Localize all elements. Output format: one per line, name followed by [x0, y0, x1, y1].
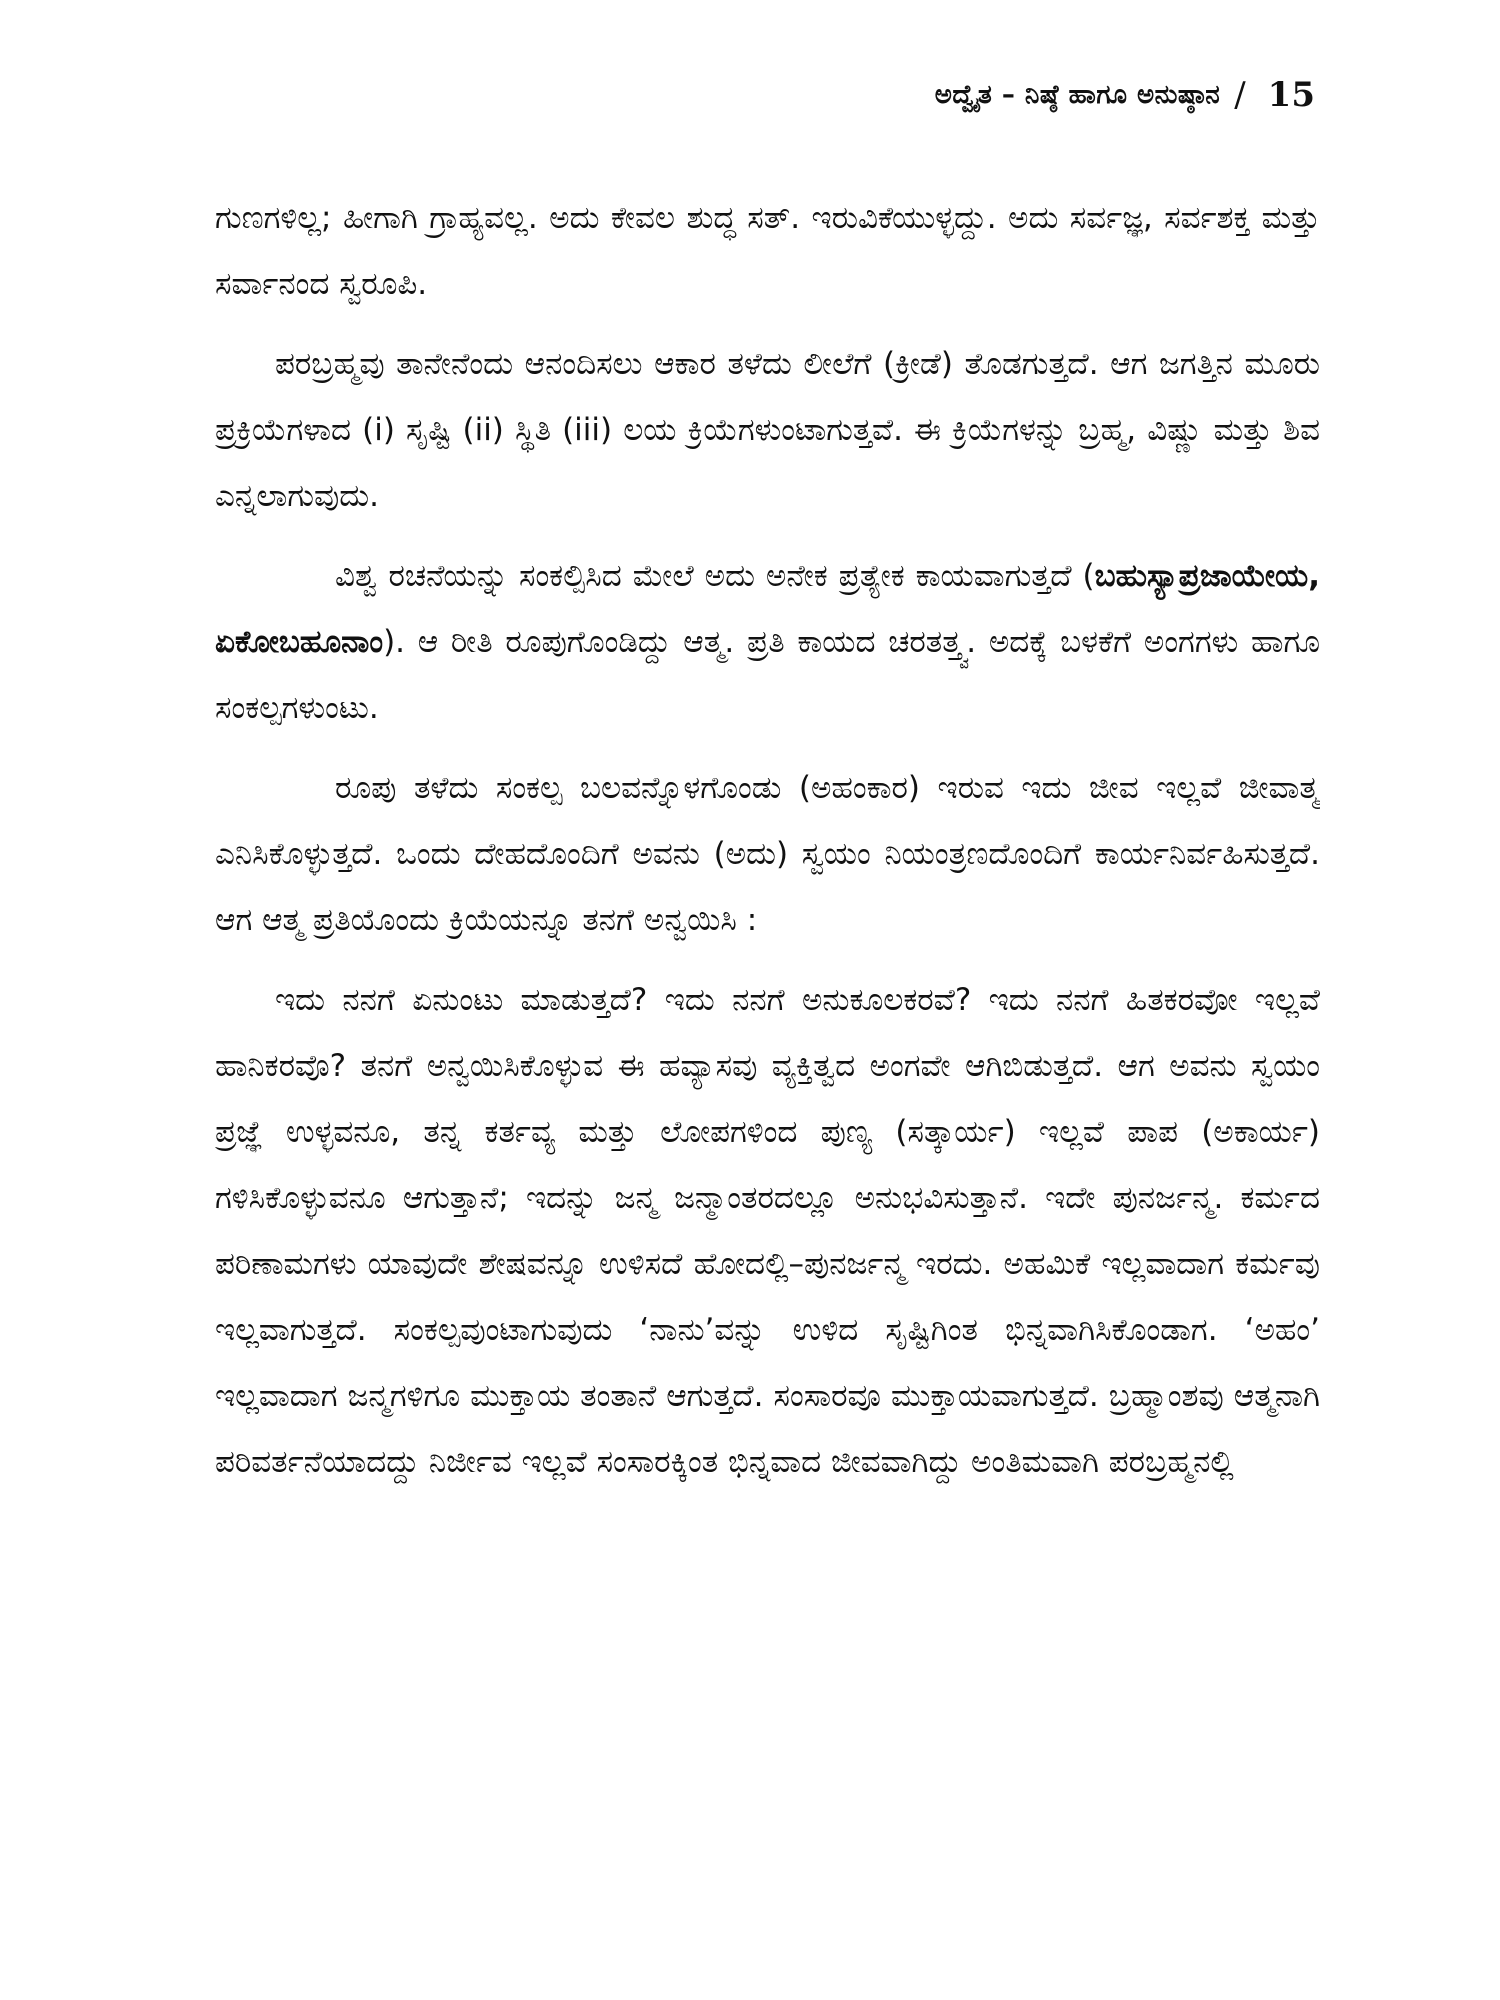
- body-text: [215, 185, 1320, 1905]
- paragraph-5: ಇದು ನನಗೆ ಏನುಂಟು ಮಾಡುತ್ತದೆ? ಇದು ನನಗೆ ಅನುಕೂಲಕರವೆ? ಇದು ನನಗೆ ಹಿತಕರವೋ ಇಲ್ಲವೆ ಹಾನಿಕರವೊ? ತನಗೆ ಅನ್ವಯಿಸಿಕೊಳ್ಳುವ ಈ ಹವ್ಯಾಸವು ವ್ಯಕ್ತಿತ್ವದ ಅಂಗವೇ ಆಗಿಬಿಡುತ್ತದೆ. ಆಗ ಅವನು ಸ್ವಯಂ ಪ್ರಜ್ಞೆ ಉಳ್ಳವನೂ, ತನ್ನ ಕರ್ತವ್ಯ ಮತ್ತು ಲೋಪಗಳಿಂದ ಪುಣ್ಯ (ಸತ್ಕಾರ್ಯ) ಇಲ್ಲವೆ ಪಾಪ (ಅಕಾರ್ಯ) ಗಳಿಸಿಕೊಳ್ಳುವನೂ ಆಗುತ್ತಾನೆ; ಇದನ್ನು ಜನ್ಮ ಜನ್ಮಾಂತರದಲ್ಲೂ ಅನುಭವಿಸುತ್ತಾನೆ. ಇದೇ ಪುನರ್ಜನ್ಮ. ಕರ್ಮದ ಪರಿಣಾಮಗಳು ಯಾವುದೇ ಶೇಷವನ್ನೂ ಉಳಿಸದೆ ಹೋದಲ್ಲಿ–ಪುನರ್ಜನ್ಮ ಇರದು. ಅಹಮಿಕೆ ಇಲ್ಲವಾದಾಗ ಕರ್ಮವು ಇಲ್ಲವಾಗುತ್ತದೆ. ಸಂಕಲ್ಪವುಂಟಾಗುವುದು ‘ನಾನು’ವನ್ನು ಉಳಿದ ಸೃಷ್ಟಿಗಿಂತ ಭಿನ್ನವಾಗಿಸಿಕೊಂಡಾಗ. ‘ಅಹಂ’ ಇಲ್ಲವಾದಾಗ ಜನ್ಮಗಳಿಗೂ ಮುಕ್ತಾಯ ತಂತಾನೆ ಆಗುತ್ತದೆ. ಸಂಸಾರವೂ ಮುಕ್ತಾಯವಾಗುತ್ತದೆ. ಬ್ರಹ್ಮಾಂಶವು ಆತ್ಮನಾಗಿ ಪರಿವರ್ತನೆಯಾದದ್ದು ನಿರ್ಜೀವ ಇಲ್ಲವೆ ಸಂಸಾರಕ್ಕಿಂತ ಭಿನ್ನವಾದ ಜೀವವಾಗಿದ್ದು ಅಂತಿಮವಾಗಿ ಪರಬ್ರಹ್ಮನಲ್ಲಿ: [215, 982, 1320, 1480]
- paragraph-3: [215, 543, 1320, 741]
- paragraph-1: ಗುಣಗಳಿಲ್ಲ; ಹೀಗಾಗಿ ಗ್ರಾಹ್ಯವಲ್ಲ. ಅದು ಕೇವಲ ಶುದ್ಧ ಸತ್. ಇರುವಿಕೆಯುಳ್ಳದ್ದು. ಅದು ಸರ್ವಜ್ಞ, ಸರ್ವಶಕ್ತ ಮತ್ತು ಸರ್ವಾನಂದ ಸ್ವರೂಪಿ.: [215, 200, 1320, 302]
- running-title: ಅದ್ವೈತ – ನಿಷ್ಠೆ ಹಾಗೂ ಅನುಷ್ಠಾನ: [934, 79, 1221, 110]
- page-number: 15: [1267, 75, 1315, 115]
- sanskrit-quote: ಬಹುಸ್ಯಾಪ್ರಜಾಯೇಯ, ಏಕೋಬಹೂನಾಂ: [215, 558, 1320, 660]
- page-header: [760, 60, 1315, 130]
- header-separator: /: [1234, 75, 1246, 115]
- paragraph-2: ಪರಬ್ರಹ್ಮವು ತಾನೇನೆಂದು ಆನಂದಿಸಲು ಆಕಾರ ತಳೆದು ಲೀಲೆಗೆ (ಕ್ರೀಡೆ) ತೊಡಗುತ್ತದೆ. ಆಗ ಜಗತ್ತಿನ ಮೂರು ಪ್ರಕ್ರಿಯೆಗಳಾದ (i) ಸೃಷ್ಟಿ (ii) ಸ್ಥಿತಿ (iii) ಲಯ ಕ್ರಿಯೆಗಳುಂಟಾಗುತ್ತವೆ. ಈ ಕ್ರಿಯೆಗಳನ್ನು ಬ್ರಹ್ಮ, ವಿಷ್ಣು ಮತ್ತು ಶಿವ ಎನ್ನಲಾಗುವುದು.: [215, 346, 1320, 514]
- paragraph-3-after: ). ಆ ರೀತಿ ರೂಪುಗೊಂಡಿದ್ದು ಆತ್ಮ. ಪ್ರತಿ ಕಾಯದ ಚರತತ್ತ್ವ. ಅದಕ್ಕೆ ಬಳಕೆಗೆ ಅಂಗಗಳು ಹಾಗೂ ಸಂಕಲ್ಪಗಳುಂಟು.: [215, 624, 1320, 726]
- paragraph-4: ರೂಪು ತಳೆದು ಸಂಕಲ್ಪ ಬಲವನ್ನೊಳಗೊಂಡು (ಅಹಂಕಾರ) ಇರುವ ಇದು ಜೀವ ಇಲ್ಲವೆ ಜೀವಾತ್ಮ ಎನಿಸಿಕೊಳ್ಳುತ್ತದೆ. ಒಂದು ದೇಹದೊಂದಿಗೆ ಅವನು (ಅದು) ಸ್ವಯಂ ನಿಯಂತ್ರಣದೊಂದಿಗೆ ಕಾರ್ಯನಿರ್ವಹಿಸುತ್ತದೆ. ಆಗ ಆತ್ಮ ಪ್ರತಿಯೊಂದು ಕ್ರಿಯೆಯನ್ನೂ ತನಗೆ ಅನ್ವಯಿಸಿ :: [215, 770, 1320, 938]
- paragraph-3-before: ವಿಶ್ವ ರಚನೆಯನ್ನು ಸಂಕಲ್ಪಿಸಿದ ಮೇಲೆ ಅದು ಅನೇಕ ಪ್ರತ್ಯೇಕ ಕಾಯವಾಗುತ್ತದೆ (: [335, 558, 1095, 594]
